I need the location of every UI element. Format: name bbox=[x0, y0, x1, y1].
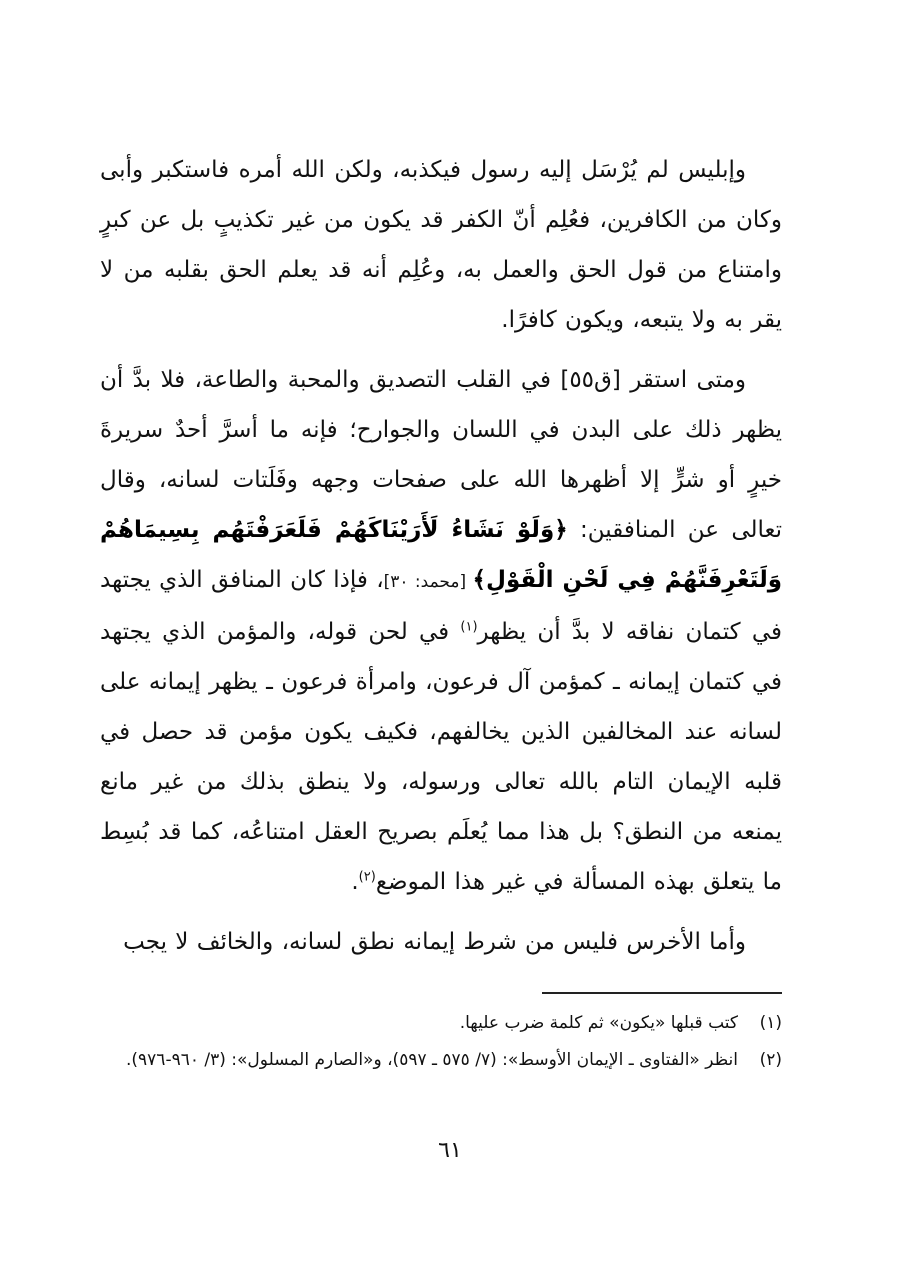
footnote-text: كتب قبلها «يكون» ثم كلمة ضرب عليها. bbox=[459, 1013, 738, 1033]
footnote-ref-1[interactable]: (١) bbox=[460, 619, 478, 635]
footnote-1 bbox=[100, 1006, 782, 1041]
paragraph-1: وإبليس لم يُرْسَل إليه رسول فيكذبه، ولكن الله أمره فاستكبر وأبى وكان من الكافرين، فعُلِم أنّ الكفر قد يكون من غير تكذيبٍ بل عن كبرٍ وامتناع من قول الحق والعمل به، وعُلِم أنه قد يعلم الحق بقلبه من لا يقر به ولا يتبعه، ويكون كافرًا. bbox=[100, 157, 782, 333]
page-number: ٦١ bbox=[438, 1138, 462, 1163]
paragraph-3: وأما الأخرس فليس من شرط إيمانه نطق لسانه، والخائف لا يجب bbox=[123, 929, 746, 955]
paragraph-2-end: . bbox=[351, 869, 359, 895]
footnote-number: (٢) bbox=[759, 1050, 782, 1070]
footnotes bbox=[100, 1006, 782, 1080]
footnote-separator bbox=[542, 992, 782, 994]
quran-reference: [محمد: ٣٠] bbox=[383, 572, 473, 592]
footnote-2 bbox=[100, 1043, 782, 1078]
footnote-text: انظر «الفتاوى ـ الإيمان الأوسط»: (٧/ ٥٧٥ ـ ٥٩٧)، و«الصارم المسلول»: (٣/ ٩٦٠-٩٧٦). bbox=[125, 1050, 738, 1070]
page-body bbox=[100, 145, 782, 977]
footnote-ref-2[interactable]: (٢) bbox=[358, 869, 376, 885]
paragraph-2-text-b: ، فإذا كان المنافق الذي يجتهد في كتمان نفاقه لا بدَّ أن يظهر bbox=[100, 567, 782, 645]
paragraph-2 bbox=[100, 355, 782, 907]
paragraph-2-text-a: ومتى استقر [ق٥٥] في القلب التصديق والمحبة والطاعة، فلا بدَّ أن يظهر ذلك على البدن في اللسان والجوارح؛ فإنه ما أسرَّ أحدٌ سريرةَ خيرٍ أو شرٍّ إلا أظهرها الله على صفحات وجهه وفَلَتات لسانه، وقال تعالى عن المنافقين: bbox=[100, 367, 782, 543]
paragraph-2-text-c: في لحن قوله، والمؤمن الذي يجتهد في كتمان إيمانه ـ كمؤمن آل فرعون، وامرأة فرعون ـ يظهر إيمانه على لسانه عند المخالفين الذين يخالفهم، فكيف يكون مؤمن قد حصل في قلبه الإيمان التام بالله تعالى ورسوله، ولا ينطق بذلك من غير مانع يمنعه من النطق؟ بل هذا مما يُعلَم بصريح العقل امتناعُه، كما قد بُسِط ما يتعلق بهذه المسألة في غير هذا الموضع bbox=[100, 619, 782, 895]
quran-verse: ﴿وَلَوْ نَشَاءُ لَأَرَيْنَاكَهُمْ فَلَعَرَفْتَهُم بِسِيمَاهُمْ وَلَتَعْرِفَنَّهُمْ فِي لَحْنِ الْقَوْلِ﴾ bbox=[100, 517, 782, 593]
footnote-number: (١) bbox=[759, 1013, 782, 1033]
